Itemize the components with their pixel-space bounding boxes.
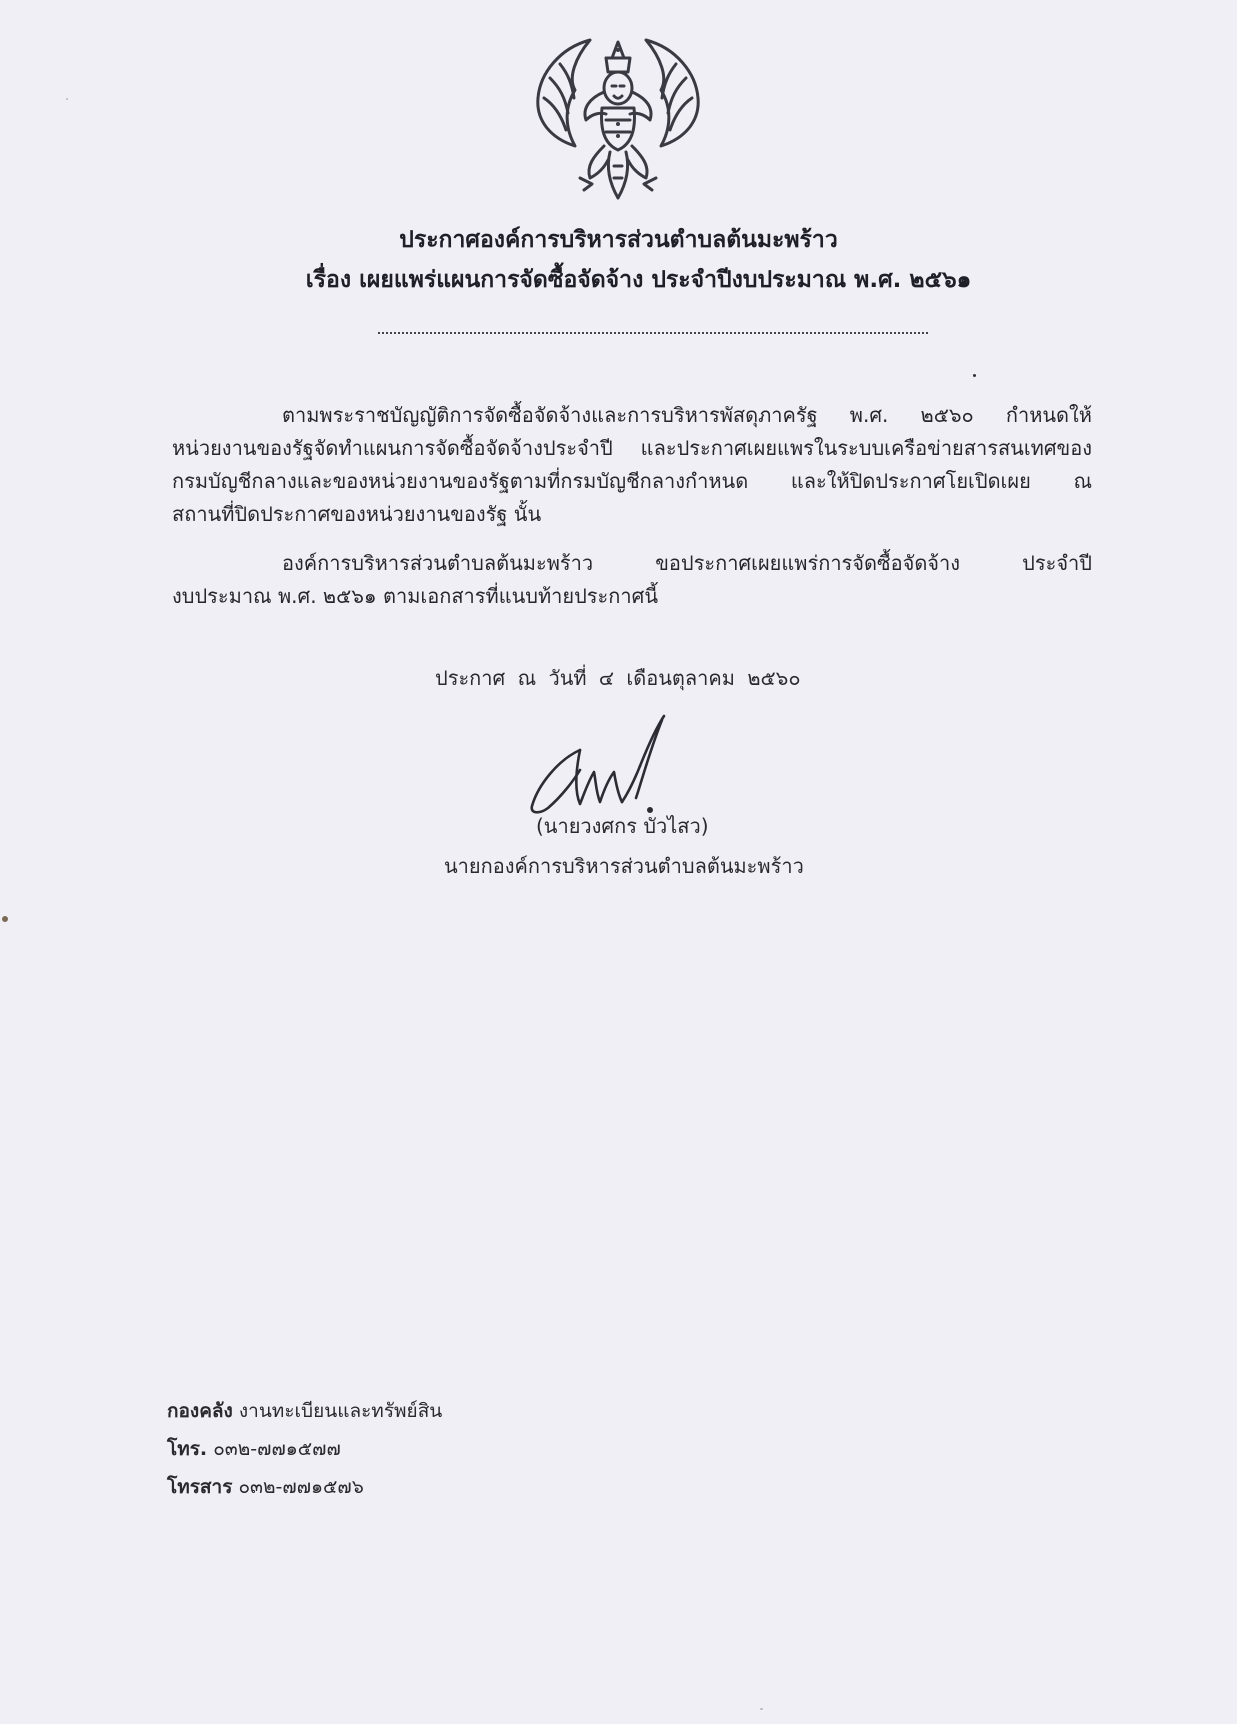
footer-fax-value: ๐๓๒-๗๗๑๕๗๖ (232, 1476, 364, 1498)
announcement-date: ประกาศ ณ วันที่ ๔ เดือนตุลาคม ๒๕๖๐ (435, 666, 801, 690)
footer-phone (167, 1434, 341, 1464)
paragraph-1-line: สถานที่ปิดประกาศของหน่วยงานของรัฐ นั้น (172, 502, 542, 526)
dotted-divider (378, 326, 928, 334)
paragraph-2 (172, 547, 1092, 613)
paragraph-2-line: งบประมาณ พ.ศ. ๒๕๖๑ ตามเอกสารที่แนบท้ายประกาศนี้ (172, 584, 658, 608)
stray-dot (973, 374, 976, 377)
signer-position: นายกองค์การบริหารส่วนตำบลต้นมะพร้าว (444, 854, 804, 878)
footer-phone-value: ๐๓๒-๗๗๑๕๗๗ (207, 1438, 341, 1460)
paragraph-1-line: หน่วยงานของรัฐจัดทำแผนการจัดซื้อจัดจ้างประจำปี และประกาศเผยแพรในระบบเครือข่ายสารสนเทศของ (172, 436, 1092, 460)
paragraph-1-line: กรมบัญชีกลางและของหน่วยงานของรัฐตามที่กรมบัญชีกลางกำหนด และให้ปิดประกาศโยเปิดเผย ณ (172, 469, 1092, 493)
footer-department (167, 1396, 442, 1426)
garuda-emblem-icon (520, 28, 716, 204)
paragraph-1-line: ตามพระราชบัญญัติการจัดซื้อจัดจ้างและการบริหารพัสดุภาครัฐ พ.ศ. ๒๕๖๐ กำหนดให้ (282, 403, 1092, 427)
footer-fax (167, 1472, 364, 1502)
footer-phone-label: โทร. (167, 1438, 208, 1460)
signer-name: (นายวงศกร บัวไสว) (536, 814, 709, 838)
announcement-subject: เรื่อง เผยแพร่แผนการจัดซื้อจัดจ้าง ประจำปีงบประมาณ พ.ศ. ๒๕๖๑ (305, 267, 972, 293)
footer-fax-label: โทรสาร (167, 1476, 233, 1498)
footer-department-value: งานทะเบียนและทรัพย์สิน (232, 1400, 443, 1422)
announcement-title: ประกาศองค์การบริหารส่วนตำบลต้นมะพร้าว (399, 227, 838, 253)
paper-speck (2, 916, 8, 922)
paragraph-2-line: องค์การบริหารส่วนตำบลต้นมะพร้าว ขอประกาศเผยแพร่การจัดซื้อจัดจ้าง ประจำปี (282, 551, 1092, 575)
paper-speck (760, 1708, 763, 1710)
paragraph-1 (172, 399, 1092, 531)
handwritten-signature (518, 710, 718, 820)
paper-speck (66, 98, 68, 100)
footer-department-label: กองคลัง (167, 1400, 233, 1422)
